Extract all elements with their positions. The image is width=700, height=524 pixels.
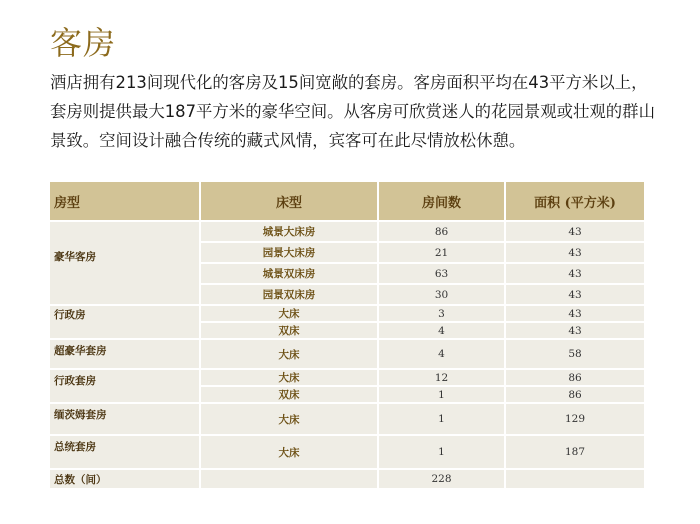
area-cell: 43 [505, 263, 645, 284]
bed-type-cell: 园景双床房 [200, 284, 378, 305]
area-cell: 43 [505, 284, 645, 305]
table-row [49, 403, 645, 435]
total-count-cell: 228 [378, 469, 505, 489]
room-type-cell: 行政套房 [49, 369, 200, 403]
intro-paragraph: 酒店拥有213间现代化的客房及15间宽敞的套房。客房面积平均在43平方米以上，套房则提供最大187平方米的豪华空间。从客房可欣赏迷人的花园景观或壮观的群山景致。空间设计融合传统的藏式风情，宾客可在此尽情放松休憩。 [50, 73, 655, 150]
bed-type-cell: 大床 [200, 339, 378, 369]
area-cell: 86 [505, 369, 645, 386]
area-cell: 129 [505, 403, 645, 435]
table-row [49, 435, 645, 469]
room-type-cell: 豪华客房 [49, 221, 200, 305]
room-table [48, 180, 646, 490]
table-total-row [49, 469, 645, 489]
table-header-row [49, 181, 645, 221]
page-title: 客房 [50, 24, 117, 62]
bed-type-cell: 园景大床房 [200, 242, 378, 263]
bed-type-cell: 大床 [200, 435, 378, 469]
room-type-cell: 超豪华套房 [49, 339, 200, 369]
room-type-cell: 缅茨姆套房 [49, 403, 200, 435]
header-room-count: 房间数 [378, 181, 505, 221]
room-count-cell: 1 [378, 403, 505, 435]
total-label-cell: 总数（间） [49, 469, 200, 489]
room-type-cell: 行政房 [49, 305, 200, 339]
area-cell: 43 [505, 305, 645, 322]
header-bed-type: 床型 [200, 181, 378, 221]
room-count-cell: 4 [378, 339, 505, 369]
room-count-cell: 86 [378, 221, 505, 242]
table-row [49, 221, 645, 242]
bed-type-cell: 双床 [200, 386, 378, 403]
area-cell: 43 [505, 242, 645, 263]
bed-type-cell: 城景大床房 [200, 221, 378, 242]
header-room-type: 房型 [49, 181, 200, 221]
room-count-cell: 1 [378, 386, 505, 403]
room-count-cell: 4 [378, 322, 505, 339]
bed-type-cell: 城景双床房 [200, 263, 378, 284]
area-cell: 86 [505, 386, 645, 403]
empty-cell [200, 469, 378, 489]
area-cell: 187 [505, 435, 645, 469]
header-area: 面积 (平方米) [505, 181, 645, 221]
room-count-cell: 63 [378, 263, 505, 284]
room-count-cell: 21 [378, 242, 505, 263]
bed-type-cell: 大床 [200, 403, 378, 435]
table-row [49, 369, 645, 386]
bed-type-cell: 双床 [200, 322, 378, 339]
bed-type-cell: 大床 [200, 369, 378, 386]
room-count-cell: 12 [378, 369, 505, 386]
bed-type-cell: 大床 [200, 305, 378, 322]
table-row [49, 339, 645, 369]
empty-cell [505, 469, 645, 489]
room-type-cell: 总统套房 [49, 435, 200, 469]
area-cell: 43 [505, 322, 645, 339]
room-count-cell: 1 [378, 435, 505, 469]
room-count-cell: 30 [378, 284, 505, 305]
room-count-cell: 3 [378, 305, 505, 322]
area-cell: 43 [505, 221, 645, 242]
area-cell: 58 [505, 339, 645, 369]
table-row [49, 305, 645, 322]
